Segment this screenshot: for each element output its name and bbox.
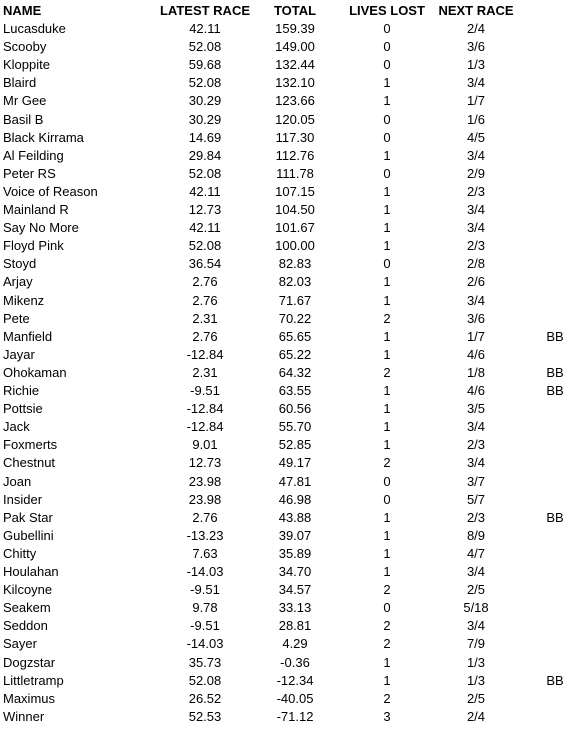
table-row bbox=[0, 581, 582, 599]
cell-total: 65.22 bbox=[278, 346, 312, 362]
table-row bbox=[0, 237, 582, 255]
cell-name: Scooby bbox=[3, 39, 47, 55]
cell-next-race: 3/4 bbox=[466, 564, 486, 579]
cell-name: Pak Star bbox=[3, 509, 53, 525]
cell-flag bbox=[540, 491, 570, 509]
cell-latest-race: 42.11 bbox=[189, 220, 221, 236]
cell-lives-lost: 2 bbox=[383, 364, 391, 380]
cell-total: -71.12 bbox=[276, 708, 314, 724]
cell-latest-race: 2.76 bbox=[192, 509, 218, 525]
cell-latest-race: -9.51 bbox=[190, 383, 220, 398]
cell-flag bbox=[540, 56, 570, 74]
cell-next-race: 1/3 bbox=[466, 672, 486, 688]
cell-total: 107.15 bbox=[275, 183, 315, 199]
cell-lives-lost: 0 bbox=[383, 473, 391, 489]
cell-total: 39.07 bbox=[278, 527, 312, 543]
cell-next-race: 1/3 bbox=[466, 57, 486, 73]
table-row bbox=[0, 563, 582, 581]
cell-latest-race: -9.51 bbox=[190, 582, 220, 598]
cell-total: 47.81 bbox=[278, 473, 312, 489]
cell-flag bbox=[540, 292, 570, 310]
cell-next-race: 3/6 bbox=[466, 39, 486, 55]
cell-name: Houlahan bbox=[3, 564, 59, 579]
cell-next-race: 3/6 bbox=[466, 310, 486, 326]
table-row bbox=[0, 364, 582, 382]
table-row bbox=[0, 74, 582, 92]
table-row bbox=[0, 20, 582, 38]
cell-name: Floyd Pink bbox=[3, 238, 64, 254]
table-row bbox=[0, 672, 582, 690]
cell-total: 55.70 bbox=[278, 419, 312, 435]
cell-total: 71.67 bbox=[278, 292, 312, 308]
cell-latest-race: 12.73 bbox=[188, 455, 222, 471]
cell-lives-lost: 0 bbox=[383, 39, 391, 55]
cell-total: 112.76 bbox=[275, 147, 315, 163]
cell-lives-lost: 1 bbox=[383, 545, 391, 561]
cell-total: 82.03 bbox=[278, 274, 312, 290]
cell-total: 65.65 bbox=[278, 328, 312, 344]
cell-next-race: 2/5 bbox=[466, 582, 486, 598]
cell-next-race: 8/9 bbox=[466, 527, 486, 543]
cell-name: Pete bbox=[3, 310, 30, 326]
cell-flag bbox=[540, 219, 570, 237]
cell-total: 123.66 bbox=[275, 93, 315, 109]
cell-name: Dogzstar bbox=[3, 654, 56, 670]
cell-name: Blaird bbox=[3, 75, 37, 91]
cell-flag bbox=[540, 473, 570, 491]
cell-total: 63.55 bbox=[278, 383, 312, 398]
cell-latest-race: 59.68 bbox=[188, 57, 222, 73]
cell-name: Say No More bbox=[3, 220, 79, 236]
cell-lives-lost: 1 bbox=[383, 527, 391, 543]
cell-lives-lost: 2 bbox=[383, 455, 391, 471]
cell-lives-lost: 3 bbox=[383, 708, 391, 724]
cell-name: Arjay bbox=[3, 274, 33, 290]
table-row bbox=[0, 545, 582, 563]
cell-lives-lost: 0 bbox=[383, 129, 391, 145]
cell-latest-race: -12.84 bbox=[186, 346, 224, 362]
cell-next-race: 2/6 bbox=[466, 274, 486, 290]
table-row bbox=[0, 56, 582, 74]
cell-total: 34.57 bbox=[278, 582, 312, 598]
cell-flag bbox=[540, 92, 570, 110]
cell-latest-race: -14.03 bbox=[186, 636, 224, 652]
cell-flag bbox=[540, 237, 570, 255]
cell-lives-lost: 1 bbox=[383, 147, 391, 163]
cell-total: 34.70 bbox=[278, 564, 312, 579]
cell-flag bbox=[540, 418, 570, 436]
cell-name: Pottsie bbox=[3, 401, 43, 417]
table-row bbox=[0, 201, 582, 219]
cell-latest-race: 52.53 bbox=[188, 708, 222, 724]
cell-flag bbox=[540, 654, 570, 672]
cell-flag bbox=[540, 400, 570, 418]
cell-next-race: 1/7 bbox=[466, 328, 486, 344]
cell-lives-lost: 1 bbox=[383, 437, 391, 453]
cell-latest-race: -9.51 bbox=[190, 618, 220, 634]
cell-next-race: 1/6 bbox=[466, 111, 486, 127]
cell-latest-race: -12.84 bbox=[186, 419, 224, 435]
cell-name: Voice of Reason bbox=[3, 183, 98, 199]
cell-next-race: 3/4 bbox=[466, 75, 486, 91]
cell-flag bbox=[540, 436, 570, 454]
cell-latest-race: 2.31 bbox=[192, 310, 218, 326]
cell-total: 132.44 bbox=[275, 57, 315, 73]
cell-next-race: 3/4 bbox=[466, 618, 486, 634]
cell-lives-lost: 1 bbox=[383, 672, 391, 688]
cell-latest-race: 2.76 bbox=[192, 274, 218, 290]
cell-flag bbox=[540, 165, 570, 183]
table-row bbox=[0, 436, 582, 454]
cell-latest-race: 52.08 bbox=[188, 165, 222, 181]
cell-latest-race: 2.76 bbox=[192, 292, 218, 308]
cell-total: 101.67 bbox=[275, 220, 315, 236]
cell-latest-race: 26.52 bbox=[188, 690, 222, 706]
cell-next-race: 4/5 bbox=[466, 129, 486, 145]
cell-name: Black Kirrama bbox=[3, 129, 84, 145]
cell-lives-lost: 0 bbox=[383, 491, 391, 507]
cell-total: 132.10 bbox=[275, 75, 315, 91]
header-name: NAME bbox=[3, 3, 42, 18]
cell-next-race: 1/8 bbox=[466, 364, 486, 380]
cell-total: 100.00 bbox=[275, 238, 315, 254]
cell-next-race: 3/4 bbox=[466, 455, 486, 471]
cell-lives-lost: 1 bbox=[383, 202, 391, 217]
cell-total: 33.13 bbox=[278, 600, 312, 616]
cell-name: Maximus bbox=[3, 690, 56, 706]
cell-flag bbox=[540, 255, 570, 273]
header-next-race: NEXT RACE bbox=[438, 3, 514, 18]
cell-lives-lost: 1 bbox=[383, 654, 391, 670]
cell-flag bbox=[540, 273, 570, 291]
cell-flag bbox=[540, 708, 570, 726]
cell-flag bbox=[540, 346, 570, 364]
table-row bbox=[0, 690, 582, 708]
cell-lives-lost: 2 bbox=[383, 582, 391, 598]
cell-latest-race: 12.73 bbox=[188, 202, 222, 217]
cell-lives-lost: 1 bbox=[383, 75, 391, 91]
cell-name: Lucasduke bbox=[3, 21, 66, 36]
cell-name: Peter RS bbox=[3, 165, 56, 181]
cell-flag bbox=[540, 563, 570, 581]
cell-name: Mikenz bbox=[3, 292, 45, 308]
cell-flag bbox=[540, 20, 570, 38]
cell-lives-lost: 1 bbox=[383, 383, 391, 398]
cell-name: Ohokaman bbox=[3, 364, 67, 380]
table-row bbox=[0, 400, 582, 418]
cell-name: Kilcoyne bbox=[3, 582, 53, 598]
table-row bbox=[0, 599, 582, 617]
cell-lives-lost: 2 bbox=[383, 690, 391, 706]
cell-flag bbox=[540, 74, 570, 92]
cell-next-race: 4/7 bbox=[466, 545, 486, 561]
table-row bbox=[0, 418, 582, 436]
table-row bbox=[0, 527, 582, 545]
cell-total: 4.29 bbox=[282, 636, 308, 652]
table-row bbox=[0, 473, 582, 491]
cell-lives-lost: 1 bbox=[383, 509, 391, 525]
cell-next-race: 3/4 bbox=[466, 419, 486, 435]
cell-name: Sayer bbox=[3, 636, 37, 652]
cell-next-race: 7/9 bbox=[466, 636, 486, 652]
cell-name: Richie bbox=[3, 383, 40, 398]
cell-lives-lost: 0 bbox=[383, 165, 391, 181]
cell-next-race: 1/3 bbox=[466, 654, 486, 670]
cell-name: Seddon bbox=[3, 618, 48, 634]
cell-lives-lost: 2 bbox=[383, 310, 391, 326]
cell-next-race: 3/4 bbox=[466, 220, 486, 236]
cell-lives-lost: 1 bbox=[383, 238, 391, 254]
header-latest-race: LATEST RACE bbox=[159, 3, 251, 18]
table-row bbox=[0, 509, 582, 527]
cell-flag bbox=[540, 38, 570, 56]
cell-latest-race: -14.03 bbox=[186, 564, 224, 579]
table-row bbox=[0, 219, 582, 237]
cell-next-race: 3/4 bbox=[466, 202, 486, 217]
cell-total: 104.50 bbox=[275, 202, 315, 217]
cell-lives-lost: 2 bbox=[383, 636, 391, 652]
cell-latest-race: 2.76 bbox=[192, 328, 218, 344]
cell-latest-race: 30.29 bbox=[188, 111, 222, 127]
cell-lives-lost: 1 bbox=[383, 564, 391, 579]
cell-latest-race: 30.29 bbox=[188, 93, 222, 109]
table-row bbox=[0, 346, 582, 364]
cell-total: 52.85 bbox=[278, 437, 312, 453]
cell-name: Joan bbox=[3, 473, 32, 489]
cell-latest-race: 23.98 bbox=[188, 491, 222, 507]
table-row bbox=[0, 635, 582, 653]
cell-name: Insider bbox=[3, 491, 43, 507]
cell-total: 117.30 bbox=[275, 129, 315, 145]
cell-next-race: 5/7 bbox=[466, 491, 486, 507]
cell-total: 35.89 bbox=[278, 545, 312, 561]
cell-flag bbox=[540, 201, 570, 219]
cell-latest-race: 29.84 bbox=[188, 147, 222, 163]
cell-flag bbox=[540, 129, 570, 147]
table-row bbox=[0, 129, 582, 147]
cell-total: 149.00 bbox=[275, 39, 315, 55]
cell-name: Jack bbox=[3, 419, 30, 435]
cell-total: 159.39 bbox=[275, 21, 315, 36]
cell-name: Mr Gee bbox=[3, 93, 47, 109]
cell-flag: BB bbox=[546, 364, 564, 380]
cell-lives-lost: 1 bbox=[383, 183, 391, 199]
table-row bbox=[0, 255, 582, 273]
cell-flag bbox=[540, 581, 570, 599]
cell-latest-race: 36.54 bbox=[188, 256, 222, 272]
cell-flag: BB bbox=[546, 509, 564, 525]
cell-latest-race: 52.08 bbox=[188, 238, 222, 254]
header-row bbox=[0, 2, 582, 20]
cell-next-race: 2/3 bbox=[466, 509, 486, 525]
cell-next-race: 2/3 bbox=[466, 183, 486, 199]
cell-name: Winner bbox=[3, 708, 45, 724]
table-row bbox=[0, 38, 582, 56]
cell-next-race: 3/4 bbox=[466, 147, 486, 163]
cell-name: Seakem bbox=[3, 600, 51, 616]
cell-latest-race: 52.08 bbox=[188, 39, 222, 55]
table-row bbox=[0, 617, 582, 635]
cell-flag bbox=[540, 617, 570, 635]
cell-name: Foxmerts bbox=[3, 437, 58, 453]
cell-latest-race: 9.78 bbox=[192, 600, 218, 616]
cell-name: Chitty bbox=[3, 545, 37, 561]
cell-latest-race: 52.08 bbox=[188, 75, 222, 91]
cell-lives-lost: 1 bbox=[383, 419, 391, 435]
cell-lives-lost: 0 bbox=[383, 600, 391, 616]
table-row bbox=[0, 292, 582, 310]
table-row bbox=[0, 273, 582, 291]
cell-lives-lost: 1 bbox=[383, 346, 391, 362]
cell-flag bbox=[540, 690, 570, 708]
cell-total: -0.36 bbox=[280, 654, 310, 670]
table-row bbox=[0, 147, 582, 165]
cell-flag bbox=[540, 545, 570, 563]
cell-next-race: 2/3 bbox=[466, 238, 486, 254]
cell-lives-lost: 1 bbox=[383, 274, 391, 290]
cell-total: 49.17 bbox=[278, 455, 312, 471]
table-row bbox=[0, 92, 582, 110]
table-row bbox=[0, 165, 582, 183]
cell-next-race: 3/5 bbox=[466, 401, 486, 417]
cell-name: Kloppite bbox=[3, 57, 50, 73]
cell-latest-race: 42.11 bbox=[189, 21, 221, 36]
cell-lives-lost: 0 bbox=[383, 21, 391, 36]
cell-flag: BB bbox=[546, 672, 564, 688]
cell-total: 60.56 bbox=[278, 401, 312, 417]
cell-next-race: 3/4 bbox=[466, 292, 486, 308]
cell-total: 120.05 bbox=[275, 111, 315, 127]
cell-flag bbox=[540, 527, 570, 545]
cell-lives-lost: 0 bbox=[383, 111, 391, 127]
cell-lives-lost: 1 bbox=[383, 328, 391, 344]
cell-lives-lost: 1 bbox=[383, 220, 391, 236]
header-total: TOTAL bbox=[273, 3, 317, 18]
cell-flag: BB bbox=[546, 383, 564, 398]
cell-flag: BB bbox=[546, 328, 564, 344]
cell-next-race: 3/7 bbox=[466, 473, 486, 489]
table-row bbox=[0, 708, 582, 726]
table-row bbox=[0, 183, 582, 201]
cell-total: 43.88 bbox=[278, 509, 312, 525]
table-row bbox=[0, 382, 582, 400]
cell-next-race: 2/5 bbox=[466, 690, 486, 706]
cell-next-race: 5/18 bbox=[463, 600, 489, 616]
cell-flag bbox=[540, 183, 570, 201]
cell-name: Al Feilding bbox=[3, 147, 64, 163]
cell-latest-race: -13.23 bbox=[186, 527, 224, 543]
cell-lives-lost: 1 bbox=[383, 93, 391, 109]
cell-flag bbox=[540, 454, 570, 472]
table-row bbox=[0, 111, 582, 129]
cell-total: 46.98 bbox=[278, 491, 312, 507]
cell-lives-lost: 1 bbox=[383, 292, 391, 308]
cell-name: Stoyd bbox=[3, 256, 37, 272]
cell-latest-race: 2.31 bbox=[192, 364, 218, 380]
cell-latest-race: -12.84 bbox=[186, 401, 224, 417]
cell-flag bbox=[540, 310, 570, 328]
cell-name: Chestnut bbox=[3, 455, 56, 471]
cell-total: 70.22 bbox=[278, 310, 312, 326]
cell-lives-lost: 1 bbox=[383, 401, 391, 417]
cell-lives-lost: 0 bbox=[383, 256, 391, 272]
cell-lives-lost: 0 bbox=[383, 57, 391, 73]
table-row bbox=[0, 454, 582, 472]
cell-latest-race: 52.08 bbox=[188, 672, 222, 688]
cell-name: Mainland R bbox=[3, 202, 69, 217]
cell-total: 64.32 bbox=[278, 364, 312, 380]
cell-name: Jayar bbox=[3, 346, 35, 362]
table-row bbox=[0, 328, 582, 346]
cell-latest-race: 23.98 bbox=[188, 473, 222, 489]
cell-name: Basil B bbox=[3, 111, 44, 127]
cell-lives-lost: 2 bbox=[383, 618, 391, 634]
cell-latest-race: 7.63 bbox=[192, 545, 218, 561]
cell-next-race: 2/3 bbox=[466, 437, 486, 453]
cell-latest-race: 14.69 bbox=[188, 129, 222, 145]
cell-next-race: 2/9 bbox=[466, 165, 486, 181]
cell-next-race: 2/4 bbox=[466, 708, 486, 724]
cell-flag bbox=[540, 635, 570, 653]
cell-total: -40.05 bbox=[276, 690, 314, 706]
cell-next-race: 4/6 bbox=[466, 383, 486, 398]
cell-flag bbox=[540, 147, 570, 165]
cell-next-race: 2/4 bbox=[466, 21, 486, 36]
cell-name: Manfield bbox=[3, 328, 53, 344]
cell-latest-race: 9.01 bbox=[192, 437, 218, 453]
cell-next-race: 2/8 bbox=[466, 256, 486, 272]
header-lives-lost: LIVES LOST bbox=[349, 3, 425, 18]
cell-next-race: 1/7 bbox=[466, 93, 486, 109]
table-row bbox=[0, 310, 582, 328]
cell-name: Gubellini bbox=[3, 527, 54, 543]
table-row bbox=[0, 491, 582, 509]
cell-total: 111.78 bbox=[276, 165, 314, 181]
cell-name: Littletramp bbox=[3, 672, 64, 688]
cell-latest-race: 42.11 bbox=[189, 183, 221, 199]
cell-flag bbox=[540, 599, 570, 617]
cell-total: 82.83 bbox=[278, 256, 312, 272]
cell-latest-race: 35.73 bbox=[188, 654, 222, 670]
cell-total: -12.34 bbox=[276, 672, 314, 688]
cell-flag bbox=[540, 111, 570, 129]
cell-total: 28.81 bbox=[278, 618, 312, 634]
table-row bbox=[0, 654, 582, 672]
cell-next-race: 4/6 bbox=[466, 346, 486, 362]
